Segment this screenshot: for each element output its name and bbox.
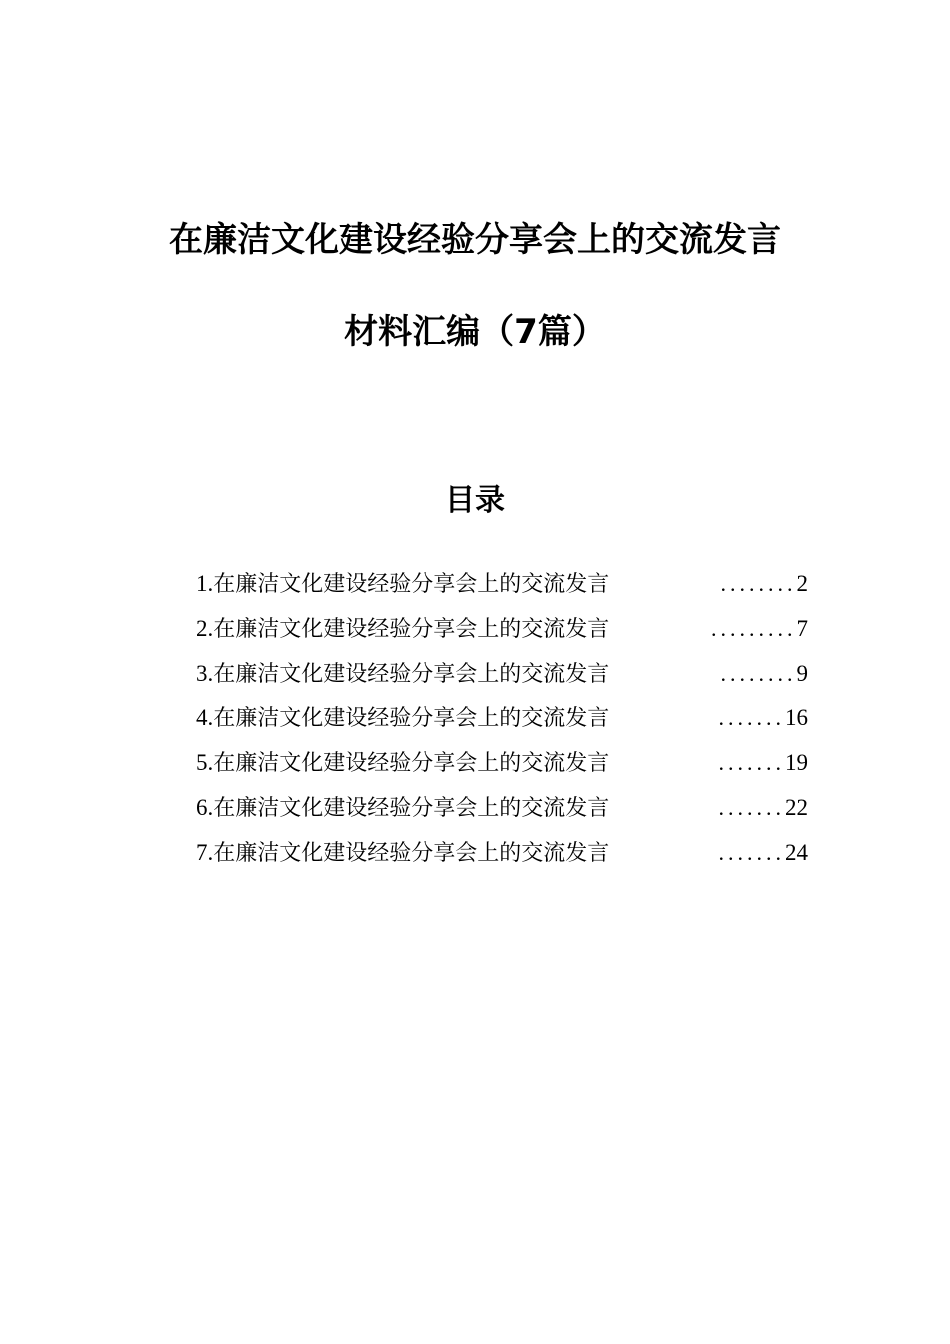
- toc-entry-3[interactable]: [196, 652, 808, 697]
- toc-entry-page: 2: [796, 571, 808, 596]
- toc-entry-page: 19: [785, 750, 808, 776]
- toc-entry-page: 7: [796, 615, 808, 641]
- toc-entry-page: 16: [785, 705, 808, 731]
- toc-entry-leader: .......: [718, 839, 785, 865]
- toc-entry-leader: .........: [711, 615, 797, 641]
- toc-entry-leader: ........: [720, 571, 797, 596]
- toc-entry-leader: .......: [718, 705, 785, 731]
- toc-entry-2[interactable]: [196, 607, 808, 652]
- toc-entry-title: 在廉洁文化建设经验分享会上的交流发言: [213, 840, 610, 866]
- toc-entry-page: 24: [785, 839, 808, 865]
- toc-entry-number: 6.: [196, 794, 214, 820]
- toc-entry-number: 5.: [196, 750, 214, 776]
- toc-entry-number: 4.: [196, 705, 214, 731]
- table-of-contents: [196, 562, 808, 876]
- toc-entry-leader: .......: [718, 750, 785, 776]
- toc-entry-7[interactable]: [196, 831, 808, 876]
- toc-entry-title: 在廉洁文化建设经验分享会上的交流发言: [213, 706, 610, 732]
- toc-entry-number: 1.: [196, 571, 214, 596]
- document-title-line-2: 材料汇编（7篇）: [344, 312, 606, 352]
- toc-entry-number: 3.: [196, 660, 214, 686]
- toc-entry-leader: .......: [718, 794, 785, 820]
- toc-entry-6[interactable]: [196, 786, 808, 831]
- document-title-line-1: 在廉洁文化建设经验分享会上的交流发言: [169, 220, 781, 260]
- toc-entry-page: 9: [796, 660, 808, 686]
- toc-entry-number: 7.: [196, 839, 214, 865]
- toc-entry-title: 在廉洁文化建设经验分享会上的交流发言: [213, 751, 610, 777]
- toc-heading: 目录: [445, 483, 505, 518]
- toc-entry-title: 在廉洁文化建设经验分享会上的交流发言: [213, 572, 610, 597]
- toc-entry-title: 在廉洁文化建设经验分享会上的交流发言: [213, 795, 610, 821]
- toc-entry-leader: ........: [720, 660, 797, 686]
- toc-entry-page: 22: [785, 794, 808, 820]
- toc-entry-title: 在廉洁文化建设经验分享会上的交流发言: [213, 616, 610, 642]
- toc-entry-number: 2.: [196, 615, 214, 641]
- toc-entry-1[interactable]: [196, 562, 808, 607]
- toc-entry-4[interactable]: [196, 696, 808, 741]
- toc-entry-title: 在廉洁文化建设经验分享会上的交流发言: [213, 661, 610, 687]
- toc-entry-5[interactable]: [196, 741, 808, 786]
